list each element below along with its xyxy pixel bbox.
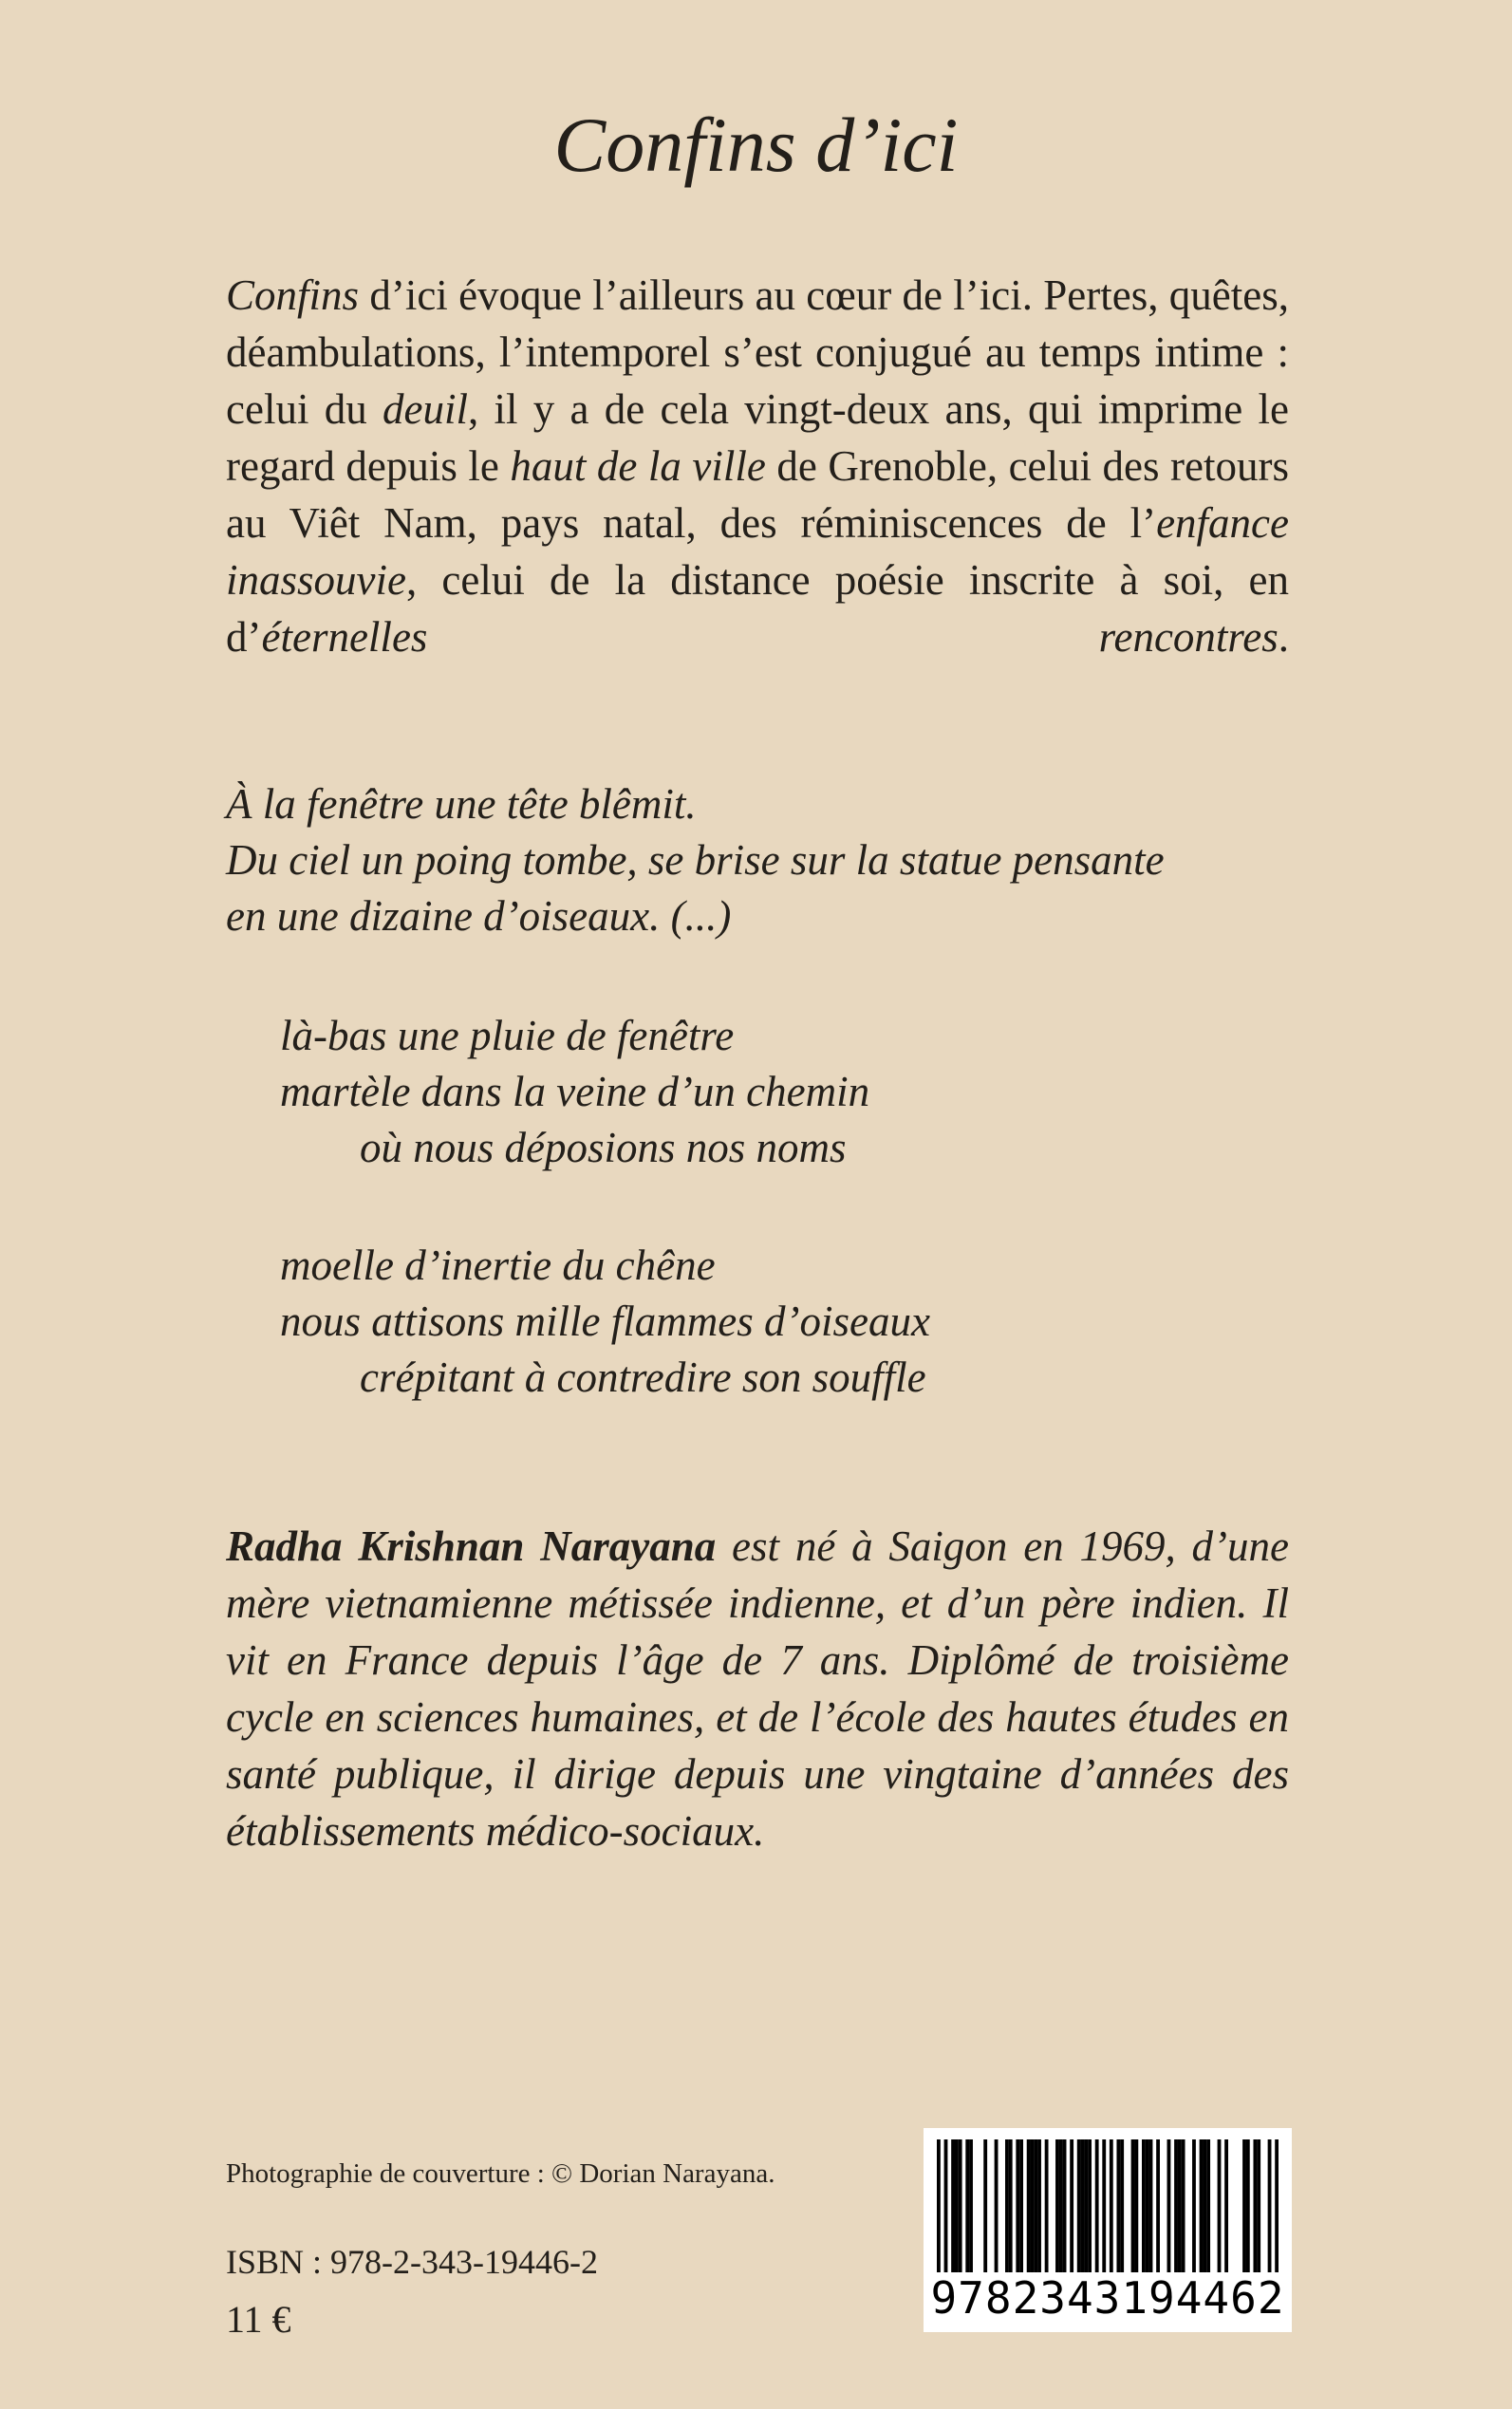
author-name: Radha Krishnan Narayana: [226, 1522, 717, 1570]
barcode-bar: [1116, 2139, 1120, 2272]
blurb-segment: deuil: [383, 385, 468, 433]
barcode-bar: [1009, 2139, 1013, 2272]
barcode-bar: [1016, 2139, 1019, 2272]
barcode-bar: [1142, 2139, 1146, 2272]
bio-text: est né à Saigon en 1969, d’une mère vietnamienne métissée indienne, et d’un père indien. Il vit en France depuis l’âge de 7 ans. Diplômé de troisième cycle en sciences humaines, et de l’école des hautes études en santé publique, il dirige depuis une vingtaine d’années des établissements médico-sociaux.: [226, 1522, 1289, 1855]
barcode-bar: [969, 2139, 973, 2272]
photo-credit: Photographie de couverture : © Dorian Narayana.: [226, 2158, 775, 2189]
barcode-bar: [983, 2139, 987, 2272]
barcode-bar: [951, 2139, 955, 2272]
barcode-bar: [1268, 2139, 1272, 2272]
author-bio: [226, 1518, 1289, 1859]
barcode-bar: [955, 2139, 959, 2272]
barcode-bar: [1146, 2139, 1149, 2272]
barcode-bar: [1167, 2139, 1171, 2272]
barcode-bar: [1182, 2139, 1185, 2272]
excerpt-line: en une dizaine d’oiseaux. (...): [226, 892, 732, 940]
stanza-line: où nous déposions nos noms: [360, 1124, 847, 1171]
barcode-bar: [1031, 2139, 1035, 2272]
barcode-bar: [1081, 2139, 1085, 2272]
barcode: [924, 2128, 1292, 2332]
barcode-bar: [1203, 2139, 1206, 2272]
barcode-bar: [1070, 2139, 1073, 2272]
barcode-bar: [1275, 2139, 1279, 2272]
barcode-bar: [1253, 2139, 1257, 2272]
barcode-bar: [1224, 2139, 1228, 2272]
barcode-bar: [1192, 2139, 1196, 2272]
barcode-bar: [937, 2139, 941, 2272]
blurb-segment: .: [1278, 613, 1289, 661]
barcode-bar: [1102, 2139, 1106, 2272]
isbn: ISBN : 978-2-343-19446-2: [226, 2243, 598, 2281]
blurb-paragraph: [226, 267, 1289, 722]
excerpt-stanza-2: [226, 1238, 1365, 1406]
barcode-bar: [1034, 2139, 1037, 2272]
excerpt-stanza-1: [226, 1008, 1365, 1176]
stanza-line: crépitant à contredire son souffle: [360, 1354, 926, 1401]
price: 11 €: [226, 2298, 291, 2341]
barcode-bar: [965, 2139, 969, 2272]
barcode-bar: [1095, 2139, 1099, 2272]
blurb-segment: enfance inassouvie: [226, 499, 1289, 604]
barcode-bar: [1063, 2139, 1067, 2272]
barcode-bar: [1134, 2139, 1138, 2272]
barcode-bar: [944, 2139, 948, 2272]
barcode-bar: [1084, 2139, 1088, 2272]
barcode-bar: [1059, 2139, 1063, 2272]
blurb-segment: éternelles rencontres: [261, 613, 1279, 661]
blurb-segment: de Grenoble, celui des retours au Viêt Nam, pays natal, des réminiscences de l’: [226, 442, 1289, 547]
excerpt-line: Du ciel un poing tombe, se brise sur la statue pensante: [226, 836, 1165, 884]
barcode-bar: [1218, 2139, 1222, 2272]
barcode-bar: [1149, 2139, 1153, 2272]
barcode-bar: [1019, 2139, 1023, 2272]
barcode-bar: [1037, 2139, 1041, 2272]
barcode-bar: [1110, 2139, 1113, 2272]
barcode-bar: [1027, 2139, 1031, 2272]
stanza-line: moelle d’inertie du chêne: [280, 1242, 716, 1289]
blurb-segment: haut de la ville: [510, 442, 766, 490]
book-title: Confins d’ici: [553, 102, 959, 188]
excerpt-prose: [226, 776, 1365, 944]
barcode-bar: [1045, 2139, 1049, 2272]
barcode-bar: [1246, 2139, 1250, 2272]
barcode-bar: [1200, 2139, 1204, 2272]
barcode-bar: [1206, 2139, 1210, 2272]
stanza-line: là-bas une pluie de fenêtre: [280, 1012, 735, 1059]
blurb-segment: d’ici évoque l’ailleurs au cœur de l’ici. Pertes, quêtes, déambulations, l’intemporel s’est conjugué au temps intime : celui du: [226, 271, 1289, 433]
barcode-bar: [1156, 2139, 1160, 2272]
barcode-bars: [937, 2139, 1279, 2272]
barcode-bar: [1178, 2139, 1182, 2272]
barcode-bar: [1174, 2139, 1178, 2272]
stanza-line: nous attisons mille flammes d’oiseaux: [280, 1298, 930, 1345]
barcode-bar: [959, 2139, 962, 2272]
blurb-segment: , celui de la distance poésie inscrite à soi, en d’: [226, 556, 1289, 661]
stanza-line: martèle dans la veine d’un chemin: [280, 1068, 870, 1115]
barcode-bar: [1055, 2139, 1059, 2272]
excerpt-line: À la fenêtre une tête blêmit.: [226, 780, 697, 828]
barcode-bar: [1005, 2139, 1009, 2272]
barcode-bar: [1088, 2139, 1092, 2272]
barcode-bar: [1120, 2139, 1124, 2272]
barcode-bar: [1131, 2139, 1135, 2272]
barcode-bar: [1077, 2139, 1081, 2272]
barcode-bar: [1257, 2139, 1260, 2272]
barcode-bar: [1242, 2139, 1246, 2272]
barcode-bar: [995, 2139, 999, 2272]
blurb-segment: Confins: [226, 271, 360, 319]
barcode-digits: 9782343194462: [930, 2272, 1285, 2324]
blurb-segment: , il y a de cela vingt-deux ans, qui imprime le regard depuis le: [226, 385, 1289, 490]
